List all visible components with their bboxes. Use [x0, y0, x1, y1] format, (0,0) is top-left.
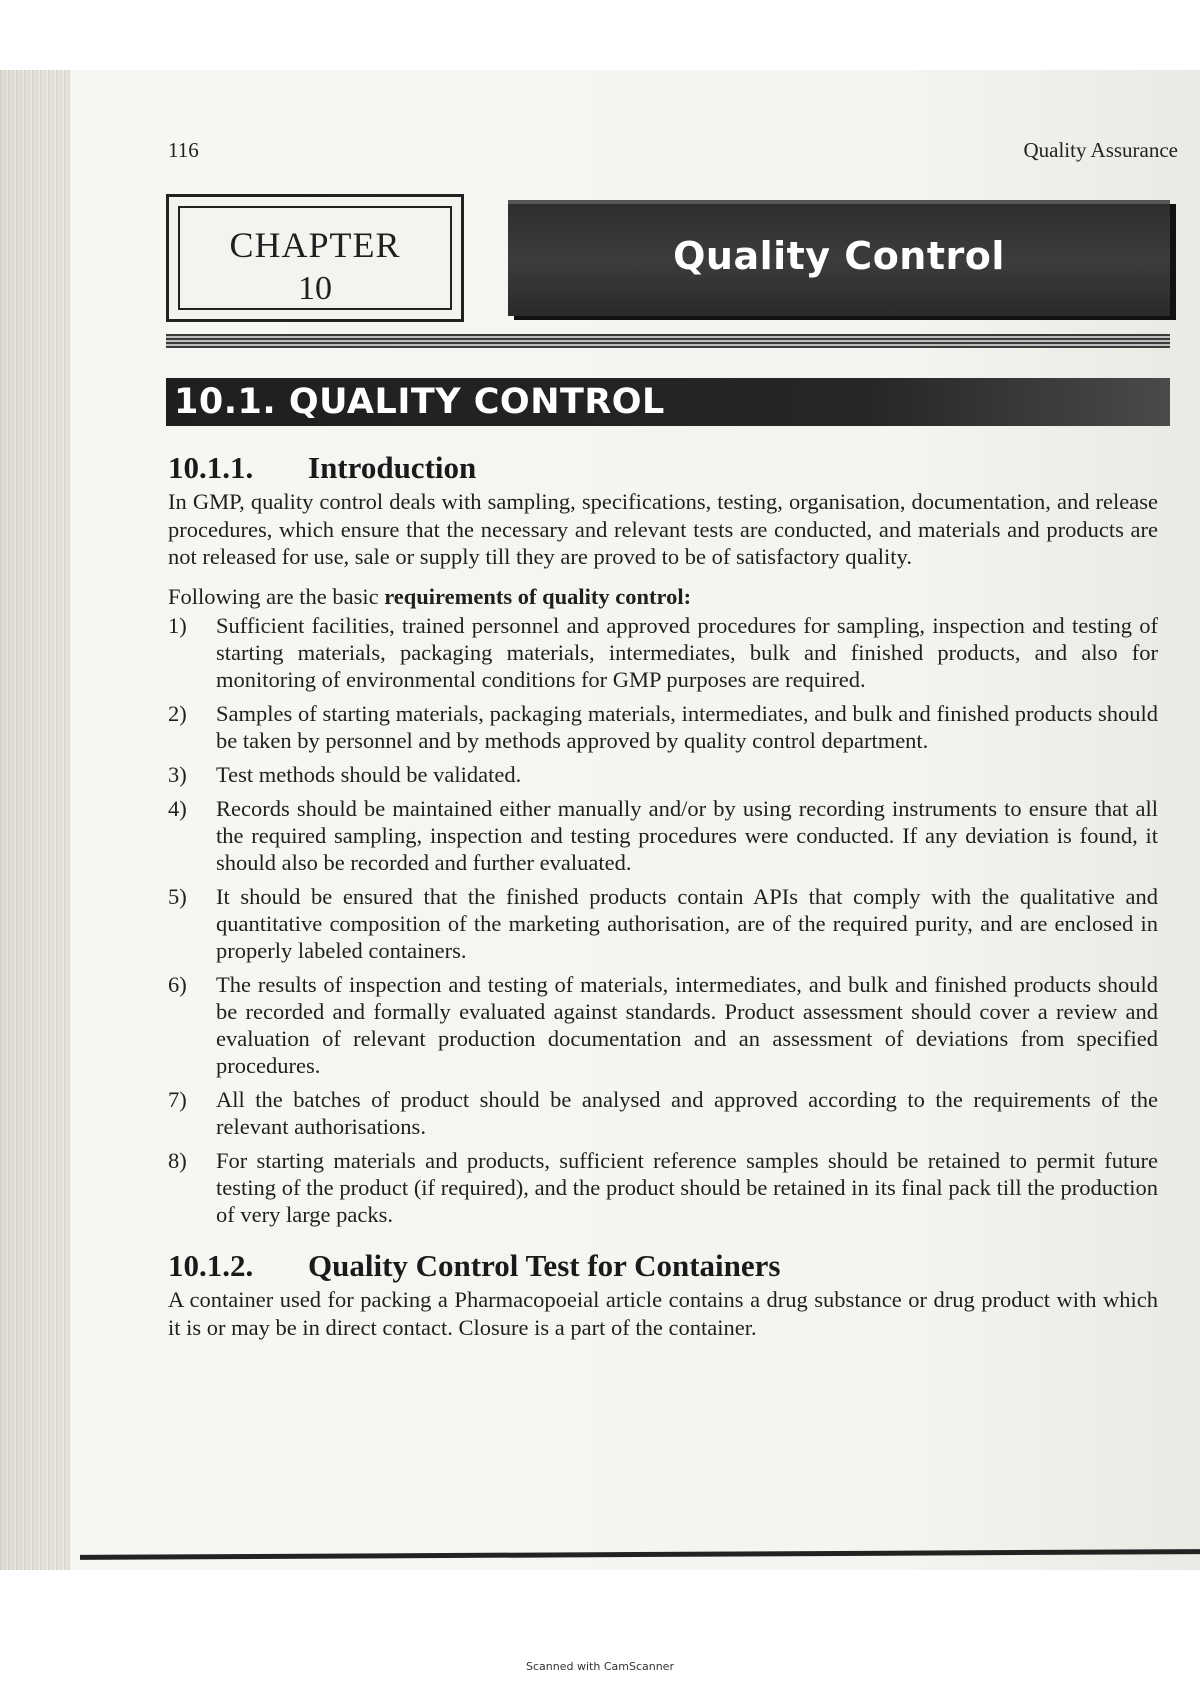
list-item-number: 4): [168, 796, 187, 821]
list-item-number: 6): [168, 972, 187, 997]
scanner-watermark: Scanned with CamScanner: [526, 1660, 674, 1673]
subsection-heading-containers: [168, 1248, 1158, 1284]
subsection-title: Quality Control Test for Containers: [308, 1248, 781, 1283]
containers-paragraph: A container used for packing a Pharmacopoeial article contains a drug substance or drug product with which it is or may be in direct contact. Closure is a part of the container.: [168, 1287, 1158, 1340]
list-item-number: 5): [168, 884, 187, 909]
requirements-list: [168, 612, 1158, 1228]
list-item: [168, 883, 1158, 964]
requirements-lead-text: Following are the basic: [168, 583, 385, 609]
list-item-text: Samples of starting materials, packaging materials, intermediates, and bulk and finished products should be taken by personnel and by methods approved by quality control department.: [216, 701, 1158, 753]
list-item: [168, 700, 1158, 754]
chapter-box: [166, 194, 464, 322]
subsection-number: 10.1.2.: [168, 1248, 254, 1283]
list-item-number: 3): [168, 762, 187, 787]
list-item-number: 2): [168, 701, 187, 726]
list-item: [168, 612, 1158, 693]
list-item: [168, 971, 1158, 1079]
page-edge: [0, 70, 70, 1570]
list-item: [168, 795, 1158, 876]
subsection-number: 10.1.1.: [168, 450, 254, 485]
running-book-title: Quality Assurance: [1023, 138, 1178, 162]
intro-paragraph: In GMP, quality control deals with sampling, specifications, testing, organisation, documentation, and release procedures, which ensure that the necessary and relevant tests are conducted, and materials and products are not released for use, sale or supply till they are proved to be of satisfactory quality.: [168, 489, 1158, 569]
section-heading-bar: [166, 378, 1170, 426]
subsection-title: Introduction: [308, 450, 477, 485]
list-item-number: 1): [168, 613, 187, 638]
list-item-number: 7): [168, 1087, 187, 1112]
list-item-text: All the batches of product should be analysed and approved according to the requirements of the relevant authorisations.: [216, 1087, 1158, 1139]
chapter-label: CHAPTER: [229, 225, 401, 265]
chapter-title-banner: [508, 200, 1170, 316]
page-content: [168, 450, 1158, 1341]
chapter-box-inner-frame: [178, 206, 452, 310]
list-item-text: Sufficient facilities, trained personnel and approved procedures for sampling, inspection and testing of starting materials, packaging materials, intermediates, bulk and finished products, and also for monitoring of environmental conditions for GMP purposes are required.: [216, 613, 1158, 692]
list-item-text: It should be ensured that the finished products contain APIs that comply with the qualitative and quantitative composition of the marketing authorisation, are of the required purity, and are enclosed in properly labeled containers.: [216, 884, 1158, 963]
chapter-title: Quality Control: [673, 234, 1005, 278]
list-item-text: The results of inspection and testing of materials, intermediates, and bulk and finished products should be recorded and formally evaluated against standards. Product assessment should cover a review and evaluation of relevant production documentation and an assessment of deviations from specified procedures.: [216, 972, 1158, 1078]
subsection-heading-introduction: [168, 450, 1158, 486]
requirements-lead: [168, 583, 1158, 611]
decorative-rule: [166, 334, 1170, 348]
list-item: [168, 1147, 1158, 1228]
list-item: [168, 761, 1158, 788]
list-item: [168, 1086, 1158, 1140]
list-item-text: Records should be maintained either manually and/or by using recording instruments to ensure that all the required sampling, inspection and testing procedures were conducted. If any deviation is found, it should also be recorded and further evaluated.: [216, 796, 1158, 875]
page-number: 116: [168, 138, 199, 162]
list-item-number: 8): [168, 1148, 187, 1173]
section-title: 10.1. QUALITY CONTROL: [174, 382, 665, 422]
requirements-lead-bold: requirements of quality control:: [384, 583, 692, 609]
list-item-text: For starting materials and products, sufficient reference samples should be retained to permit future testing of the product (if required), and the product should be retained in its final pack till the production of very large packs.: [216, 1148, 1158, 1227]
list-item-text: Test methods should be validated.: [216, 762, 522, 787]
chapter-number: 10: [298, 270, 332, 307]
